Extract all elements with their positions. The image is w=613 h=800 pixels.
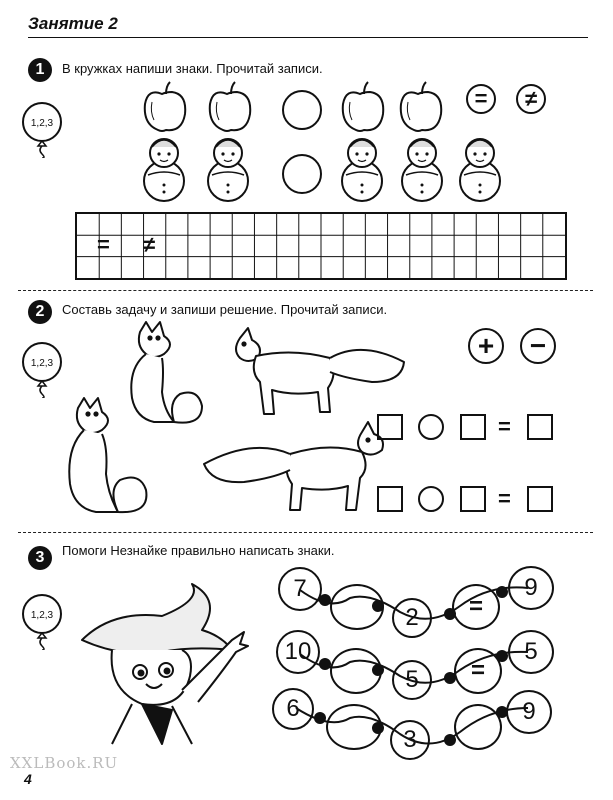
bead-number: 3: [390, 720, 430, 760]
task-1-number: 1: [28, 58, 52, 82]
bead-number: 2: [392, 598, 432, 638]
equals-bead: =: [454, 648, 502, 694]
divider: [18, 532, 593, 533]
sign-bead[interactable]: [326, 704, 382, 750]
task-2-number: 2: [28, 300, 52, 324]
bead-number: 10: [276, 630, 320, 674]
doll-sign-circle[interactable]: [282, 154, 322, 194]
task-1-text: В кружках напиши знаки. Прочитай записи.: [62, 61, 323, 76]
sign-circle[interactable]: [418, 414, 444, 440]
equal-sign-circle: =: [466, 84, 496, 114]
bead-number: 6: [272, 688, 314, 730]
doll-icon: [208, 139, 248, 201]
apple-icon: [401, 82, 441, 131]
task-3-text: Помоги Незнайке правильно написать знаки.: [62, 543, 335, 558]
page-number: 4: [24, 771, 32, 787]
answer-box[interactable]: [377, 486, 403, 512]
neznaika-illustration: [72, 580, 252, 745]
balloon-icon: [18, 100, 66, 158]
fox-icon: [236, 328, 404, 414]
sign-bead[interactable]: [330, 584, 384, 630]
lesson-title: Занятие 2: [28, 14, 118, 33]
dolls-row: [140, 135, 510, 205]
fox-icon: [131, 322, 202, 423]
bead-number: 9: [508, 566, 554, 610]
bead-number: 5: [392, 660, 432, 700]
balloon-label: 1,2,3: [30, 610, 54, 621]
empty-bead[interactable]: [454, 704, 502, 750]
doll-icon: [342, 139, 382, 201]
divider: [18, 290, 593, 291]
plus-sign-circle: +: [468, 328, 504, 364]
grid-equal-sign: =: [97, 232, 110, 257]
minus-sign-circle: −: [520, 328, 556, 364]
apple-sign-circle[interactable]: [282, 90, 322, 130]
answer-box[interactable]: [460, 486, 486, 512]
apple-icon: [210, 82, 250, 131]
balloon-icon: [18, 592, 66, 650]
answer-box[interactable]: [527, 414, 553, 440]
balloon-label: 1,2,3: [30, 358, 54, 369]
apple-icon: [145, 82, 185, 131]
balloon-icon: [18, 340, 66, 398]
fox-icon: [69, 398, 146, 512]
sign-circle[interactable]: [418, 486, 444, 512]
equals-sign: =: [498, 486, 511, 511]
task-3-number: 3: [28, 546, 52, 570]
doll-icon: [402, 139, 442, 201]
grid-not-equal-sign: ≠: [143, 232, 156, 257]
doll-icon: [460, 139, 500, 201]
sign-bead[interactable]: [330, 648, 382, 694]
foxes-illustration: [62, 318, 422, 528]
equals-bead: =: [452, 584, 500, 630]
answer-box[interactable]: [460, 414, 486, 440]
apple-icon: [343, 82, 383, 131]
watermark: XXLBook.RU: [10, 754, 119, 772]
not-equal-sign-circle: ≠: [516, 84, 546, 114]
answer-box[interactable]: [527, 486, 553, 512]
bead-number: 7: [278, 567, 322, 611]
bead-number: 9: [506, 690, 552, 734]
equals-sign: =: [498, 414, 511, 439]
task-2-text: Составь задачу и запиши решение. Прочитай записи.: [62, 302, 388, 317]
answer-box[interactable]: [377, 414, 403, 440]
bead-number: 5: [508, 630, 554, 674]
balloon-label: 1,2,3: [30, 118, 54, 129]
doll-icon: [144, 139, 184, 201]
title-underline: [28, 37, 588, 38]
fox-icon: [204, 422, 383, 510]
